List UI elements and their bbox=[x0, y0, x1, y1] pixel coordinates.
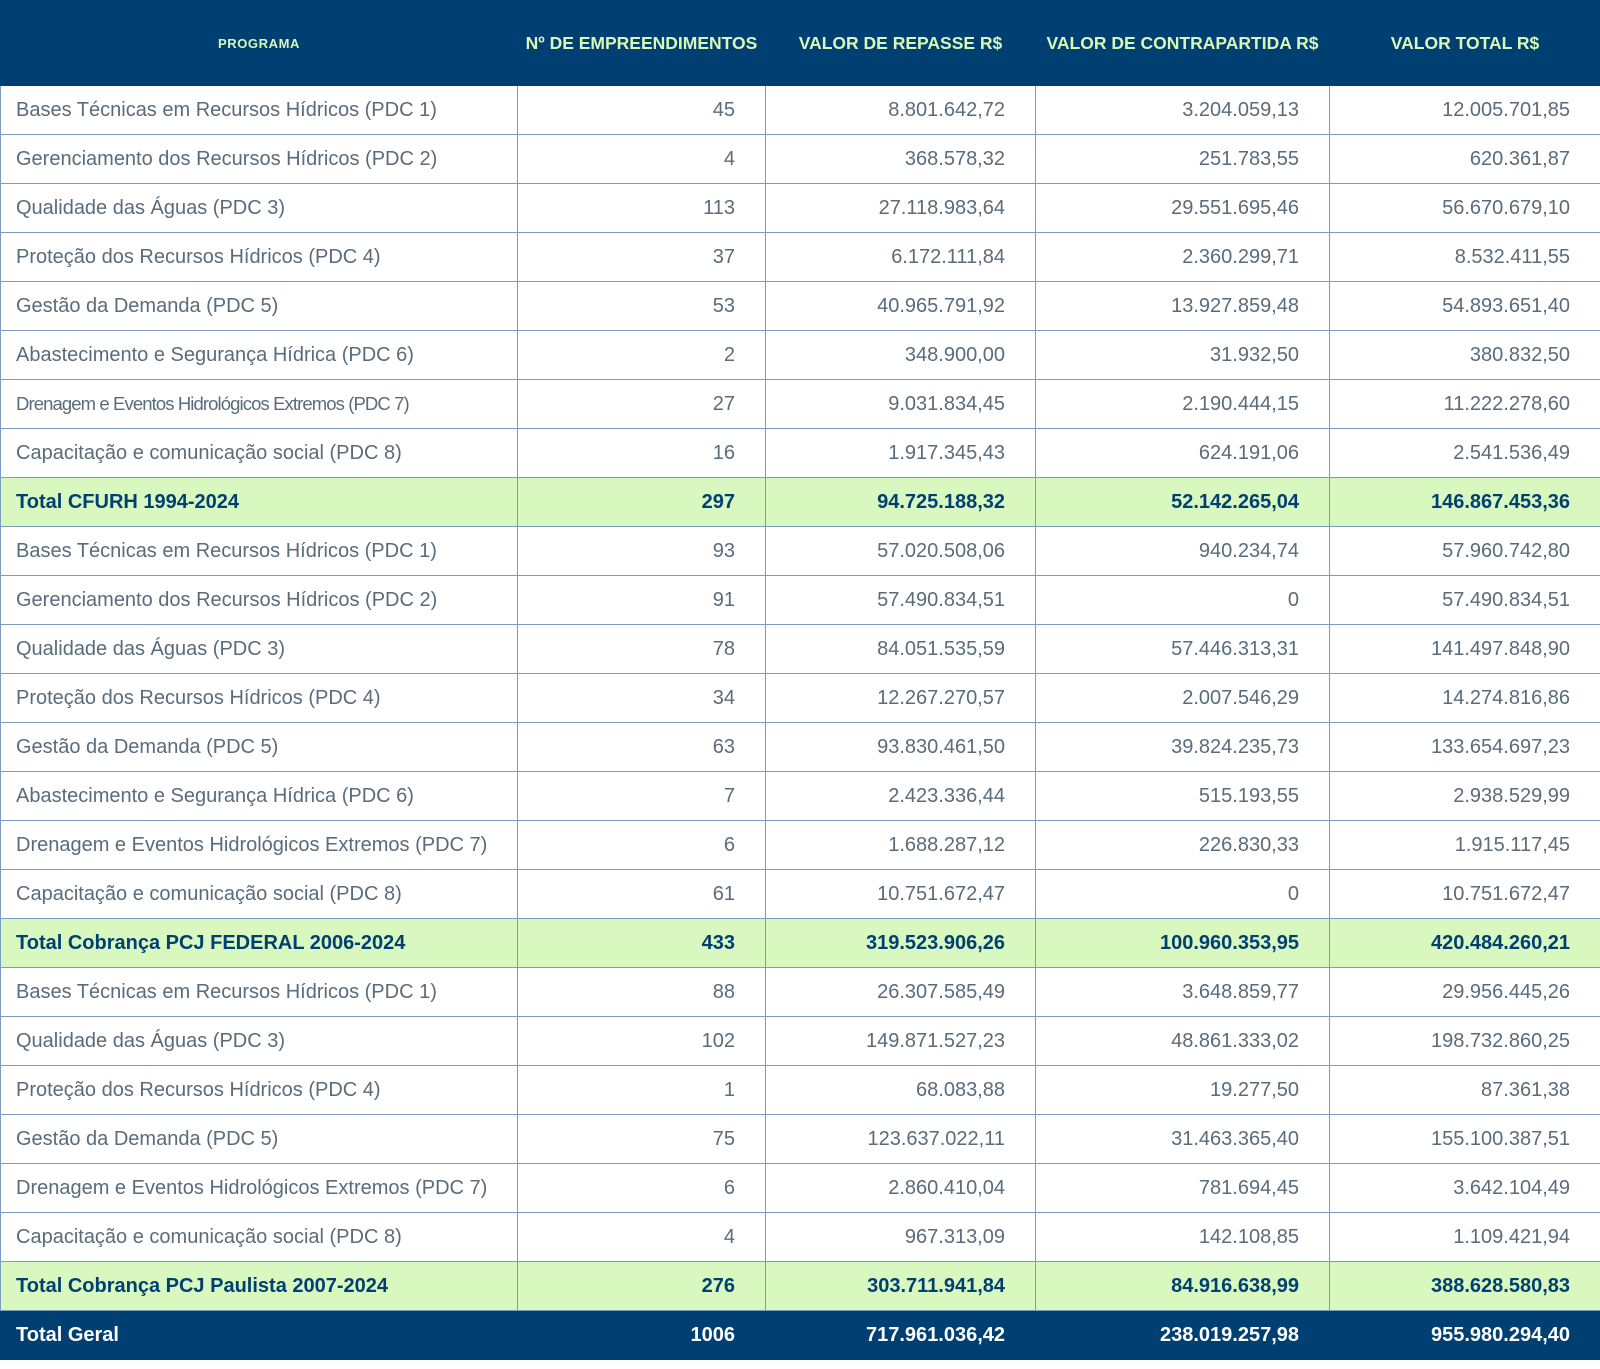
cell-n-empreendimentos: 4 bbox=[518, 1213, 766, 1262]
cell-valor-contrapartida: 52.142.265,04 bbox=[1036, 478, 1330, 527]
cell-n-empreendimentos: 297 bbox=[518, 478, 766, 527]
cell-n-empreendimentos: 2 bbox=[518, 331, 766, 380]
cell-n-empreendimentos: 75 bbox=[518, 1115, 766, 1164]
cell-valor-contrapartida: 57.446.313,31 bbox=[1036, 625, 1330, 674]
cell-valor-repasse: 27.118.983,64 bbox=[766, 184, 1036, 233]
cell-valor-contrapartida: 29.551.695,46 bbox=[1036, 184, 1330, 233]
cell-programa: Capacitação e comunicação social (PDC 8) bbox=[1, 1213, 518, 1262]
table-row bbox=[1, 1213, 1600, 1262]
table-row bbox=[1, 625, 1600, 674]
cell-n-empreendimentos: 1006 bbox=[518, 1311, 766, 1361]
cell-n-empreendimentos: 45 bbox=[518, 86, 766, 135]
cell-valor-contrapartida: 31.463.365,40 bbox=[1036, 1115, 1330, 1164]
grand-total-row bbox=[1, 1311, 1600, 1361]
table-row bbox=[1, 331, 1600, 380]
cell-valor-repasse: 348.900,00 bbox=[766, 331, 1036, 380]
cell-valor-repasse: 1.917.345,43 bbox=[766, 429, 1036, 478]
cell-valor-contrapartida: 3.204.059,13 bbox=[1036, 86, 1330, 135]
subtotal-row bbox=[1, 1262, 1600, 1311]
cell-n-empreendimentos: 61 bbox=[518, 870, 766, 919]
cell-valor-contrapartida: 100.960.353,95 bbox=[1036, 919, 1330, 968]
cell-n-empreendimentos: 4 bbox=[518, 135, 766, 184]
cell-n-empreendimentos: 113 bbox=[518, 184, 766, 233]
cell-valor-contrapartida: 2.007.546,29 bbox=[1036, 674, 1330, 723]
cell-valor-repasse: 12.267.270,57 bbox=[766, 674, 1036, 723]
table-row bbox=[1, 86, 1600, 135]
cell-programa: Gestão da Demanda (PDC 5) bbox=[1, 1115, 518, 1164]
cell-n-empreendimentos: 1 bbox=[518, 1066, 766, 1115]
cell-valor-contrapartida: 515.193,55 bbox=[1036, 772, 1330, 821]
cell-valor-total: 8.532.411,55 bbox=[1330, 233, 1600, 282]
cell-valor-total: 57.490.834,51 bbox=[1330, 576, 1600, 625]
cell-valor-total: 2.541.536,49 bbox=[1330, 429, 1600, 478]
cell-programa: Drenagem e Eventos Hidrológicos Extremos (PDC 7) bbox=[1, 821, 518, 870]
cell-valor-total: 155.100.387,51 bbox=[1330, 1115, 1600, 1164]
table-row bbox=[1, 674, 1600, 723]
cell-valor-repasse: 57.020.508,06 bbox=[766, 527, 1036, 576]
cell-valor-repasse: 94.725.188,32 bbox=[766, 478, 1036, 527]
cell-programa: Total Geral bbox=[1, 1311, 518, 1361]
table-row bbox=[1, 968, 1600, 1017]
cell-valor-contrapartida: 226.830,33 bbox=[1036, 821, 1330, 870]
cell-valor-total: 420.484.260,21 bbox=[1330, 919, 1600, 968]
cell-programa: Proteção dos Recursos Hídricos (PDC 4) bbox=[1, 233, 518, 282]
cell-valor-contrapartida: 624.191,06 bbox=[1036, 429, 1330, 478]
cell-valor-repasse: 8.801.642,72 bbox=[766, 86, 1036, 135]
cell-n-empreendimentos: 91 bbox=[518, 576, 766, 625]
table-row bbox=[1, 772, 1600, 821]
cell-programa: Gestão da Demanda (PDC 5) bbox=[1, 723, 518, 772]
cell-programa: Total CFURH 1994-2024 bbox=[1, 478, 518, 527]
cell-valor-contrapartida: 31.932,50 bbox=[1036, 331, 1330, 380]
cell-n-empreendimentos: 63 bbox=[518, 723, 766, 772]
cell-programa: Qualidade das Águas (PDC 3) bbox=[1, 184, 518, 233]
cell-valor-repasse: 2.423.336,44 bbox=[766, 772, 1036, 821]
cell-programa: Abastecimento e Segurança Hídrica (PDC 6) bbox=[1, 772, 518, 821]
cell-valor-contrapartida: 781.694,45 bbox=[1036, 1164, 1330, 1213]
cell-valor-total: 57.960.742,80 bbox=[1330, 527, 1600, 576]
cell-programa: Drenagem e Eventos Hidrológicos Extremos (PDC 7) bbox=[1, 1164, 518, 1213]
cell-n-empreendimentos: 276 bbox=[518, 1262, 766, 1311]
cell-valor-total: 380.832,50 bbox=[1330, 331, 1600, 380]
cell-n-empreendimentos: 6 bbox=[518, 1164, 766, 1213]
table-row bbox=[1, 1115, 1600, 1164]
table-row bbox=[1, 576, 1600, 625]
cell-programa: Capacitação e comunicação social (PDC 8) bbox=[1, 429, 518, 478]
cell-valor-total: 2.938.529,99 bbox=[1330, 772, 1600, 821]
cell-n-empreendimentos: 34 bbox=[518, 674, 766, 723]
cell-valor-total: 1.109.421,94 bbox=[1330, 1213, 1600, 1262]
cell-programa: Qualidade das Águas (PDC 3) bbox=[1, 1017, 518, 1066]
table-row bbox=[1, 429, 1600, 478]
table-row bbox=[1, 184, 1600, 233]
cell-programa: Gestão da Demanda (PDC 5) bbox=[1, 282, 518, 331]
cell-programa: Bases Técnicas em Recursos Hídricos (PDC 1) bbox=[1, 527, 518, 576]
cell-valor-total: 12.005.701,85 bbox=[1330, 86, 1600, 135]
subtotal-row bbox=[1, 478, 1600, 527]
header-valor-contrapartida: VALOR DE CONTRAPARTIDA R$ bbox=[1036, 1, 1330, 86]
cell-valor-repasse: 319.523.906,26 bbox=[766, 919, 1036, 968]
cell-programa: Total Cobrança PCJ Paulista 2007-2024 bbox=[1, 1262, 518, 1311]
header-valor-repasse: VALOR DE REPASSE R$ bbox=[766, 1, 1036, 86]
cell-valor-contrapartida: 48.861.333,02 bbox=[1036, 1017, 1330, 1066]
table-row bbox=[1, 233, 1600, 282]
cell-valor-contrapartida: 39.824.235,73 bbox=[1036, 723, 1330, 772]
cell-valor-total: 10.751.672,47 bbox=[1330, 870, 1600, 919]
cell-valor-total: 54.893.651,40 bbox=[1330, 282, 1600, 331]
cell-valor-total: 133.654.697,23 bbox=[1330, 723, 1600, 772]
table-row bbox=[1, 821, 1600, 870]
header-valor-total: VALOR TOTAL R$ bbox=[1330, 1, 1600, 86]
cell-valor-repasse: 68.083,88 bbox=[766, 1066, 1036, 1115]
cell-programa: Proteção dos Recursos Hídricos (PDC 4) bbox=[1, 1066, 518, 1115]
table-header bbox=[1, 1, 1600, 86]
cell-programa: Abastecimento e Segurança Hídrica (PDC 6) bbox=[1, 331, 518, 380]
cell-valor-repasse: 149.871.527,23 bbox=[766, 1017, 1036, 1066]
cell-valor-total: 56.670.679,10 bbox=[1330, 184, 1600, 233]
cell-valor-repasse: 93.830.461,50 bbox=[766, 723, 1036, 772]
cell-n-empreendimentos: 16 bbox=[518, 429, 766, 478]
cell-programa: Bases Técnicas em Recursos Hídricos (PDC 1) bbox=[1, 968, 518, 1017]
cell-valor-total: 620.361,87 bbox=[1330, 135, 1600, 184]
cell-valor-contrapartida: 84.916.638,99 bbox=[1036, 1262, 1330, 1311]
cell-programa: Qualidade das Águas (PDC 3) bbox=[1, 625, 518, 674]
cell-valor-repasse: 26.307.585,49 bbox=[766, 968, 1036, 1017]
cell-valor-total: 87.361,38 bbox=[1330, 1066, 1600, 1115]
cell-valor-repasse: 84.051.535,59 bbox=[766, 625, 1036, 674]
cell-valor-repasse: 303.711.941,84 bbox=[766, 1262, 1036, 1311]
cell-n-empreendimentos: 27 bbox=[518, 380, 766, 429]
cell-valor-repasse: 717.961.036,42 bbox=[766, 1311, 1036, 1361]
cell-programa: Bases Técnicas em Recursos Hídricos (PDC 1) bbox=[1, 86, 518, 135]
cell-valor-repasse: 1.688.287,12 bbox=[766, 821, 1036, 870]
cell-valor-total: 14.274.816,86 bbox=[1330, 674, 1600, 723]
table-row bbox=[1, 1066, 1600, 1115]
cell-valor-total: 141.497.848,90 bbox=[1330, 625, 1600, 674]
cell-valor-contrapartida: 2.190.444,15 bbox=[1036, 380, 1330, 429]
subtotal-row bbox=[1, 919, 1600, 968]
cell-n-empreendimentos: 433 bbox=[518, 919, 766, 968]
cell-valor-repasse: 967.313,09 bbox=[766, 1213, 1036, 1262]
cell-valor-contrapartida: 13.927.859,48 bbox=[1036, 282, 1330, 331]
cell-programa: Gerenciamento dos Recursos Hídricos (PDC 2) bbox=[1, 576, 518, 625]
cell-programa: Drenagem e Eventos Hidrológicos Extremos (PDC 7) bbox=[1, 380, 518, 429]
cell-valor-repasse: 6.172.111,84 bbox=[766, 233, 1036, 282]
cell-valor-total: 146.867.453,36 bbox=[1330, 478, 1600, 527]
cell-valor-contrapartida: 142.108,85 bbox=[1036, 1213, 1330, 1262]
cell-valor-contrapartida: 251.783,55 bbox=[1036, 135, 1330, 184]
cell-valor-repasse: 9.031.834,45 bbox=[766, 380, 1036, 429]
cell-valor-total: 3.642.104,49 bbox=[1330, 1164, 1600, 1213]
table-row bbox=[1, 135, 1600, 184]
cell-valor-repasse: 2.860.410,04 bbox=[766, 1164, 1036, 1213]
cell-valor-total: 1.915.117,45 bbox=[1330, 821, 1600, 870]
cell-n-empreendimentos: 53 bbox=[518, 282, 766, 331]
cell-valor-contrapartida: 940.234,74 bbox=[1036, 527, 1330, 576]
cell-valor-repasse: 40.965.791,92 bbox=[766, 282, 1036, 331]
cell-valor-contrapartida: 2.360.299,71 bbox=[1036, 233, 1330, 282]
cell-valor-repasse: 368.578,32 bbox=[766, 135, 1036, 184]
cell-programa: Total Cobrança PCJ FEDERAL 2006-2024 bbox=[1, 919, 518, 968]
cell-valor-total: 955.980.294,40 bbox=[1330, 1311, 1600, 1361]
cell-n-empreendimentos: 102 bbox=[518, 1017, 766, 1066]
table-row bbox=[1, 380, 1600, 429]
cell-valor-contrapartida: 238.019.257,98 bbox=[1036, 1311, 1330, 1361]
cell-valor-repasse: 123.637.022,11 bbox=[766, 1115, 1036, 1164]
cell-valor-contrapartida: 3.648.859,77 bbox=[1036, 968, 1330, 1017]
cell-n-empreendimentos: 7 bbox=[518, 772, 766, 821]
table-row bbox=[1, 527, 1600, 576]
cell-valor-repasse: 57.490.834,51 bbox=[766, 576, 1036, 625]
cell-programa: Capacitação e comunicação social (PDC 8) bbox=[1, 870, 518, 919]
cell-n-empreendimentos: 37 bbox=[518, 233, 766, 282]
header-programa: PROGRAMA bbox=[1, 1, 518, 86]
cell-n-empreendimentos: 88 bbox=[518, 968, 766, 1017]
table-row bbox=[1, 723, 1600, 772]
cell-valor-contrapartida: 0 bbox=[1036, 576, 1330, 625]
table-body bbox=[1, 86, 1600, 1361]
table-row bbox=[1, 282, 1600, 331]
table-row bbox=[1, 1164, 1600, 1213]
table-row bbox=[1, 1017, 1600, 1066]
cell-n-empreendimentos: 6 bbox=[518, 821, 766, 870]
cell-n-empreendimentos: 93 bbox=[518, 527, 766, 576]
cell-valor-repasse: 10.751.672,47 bbox=[766, 870, 1036, 919]
cell-valor-total: 29.956.445,26 bbox=[1330, 968, 1600, 1017]
cell-valor-contrapartida: 19.277,50 bbox=[1036, 1066, 1330, 1115]
cell-programa: Gerenciamento dos Recursos Hídricos (PDC 2) bbox=[1, 135, 518, 184]
table-row bbox=[1, 870, 1600, 919]
cell-n-empreendimentos: 78 bbox=[518, 625, 766, 674]
cell-valor-contrapartida: 0 bbox=[1036, 870, 1330, 919]
cell-valor-total: 198.732.860,25 bbox=[1330, 1017, 1600, 1066]
header-n-empreendimentos: Nº DE EMPREENDIMENTOS bbox=[518, 1, 766, 86]
cell-valor-total: 11.222.278,60 bbox=[1330, 380, 1600, 429]
cell-programa: Proteção dos Recursos Hídricos (PDC 4) bbox=[1, 674, 518, 723]
cell-valor-total: 388.628.580,83 bbox=[1330, 1262, 1600, 1311]
